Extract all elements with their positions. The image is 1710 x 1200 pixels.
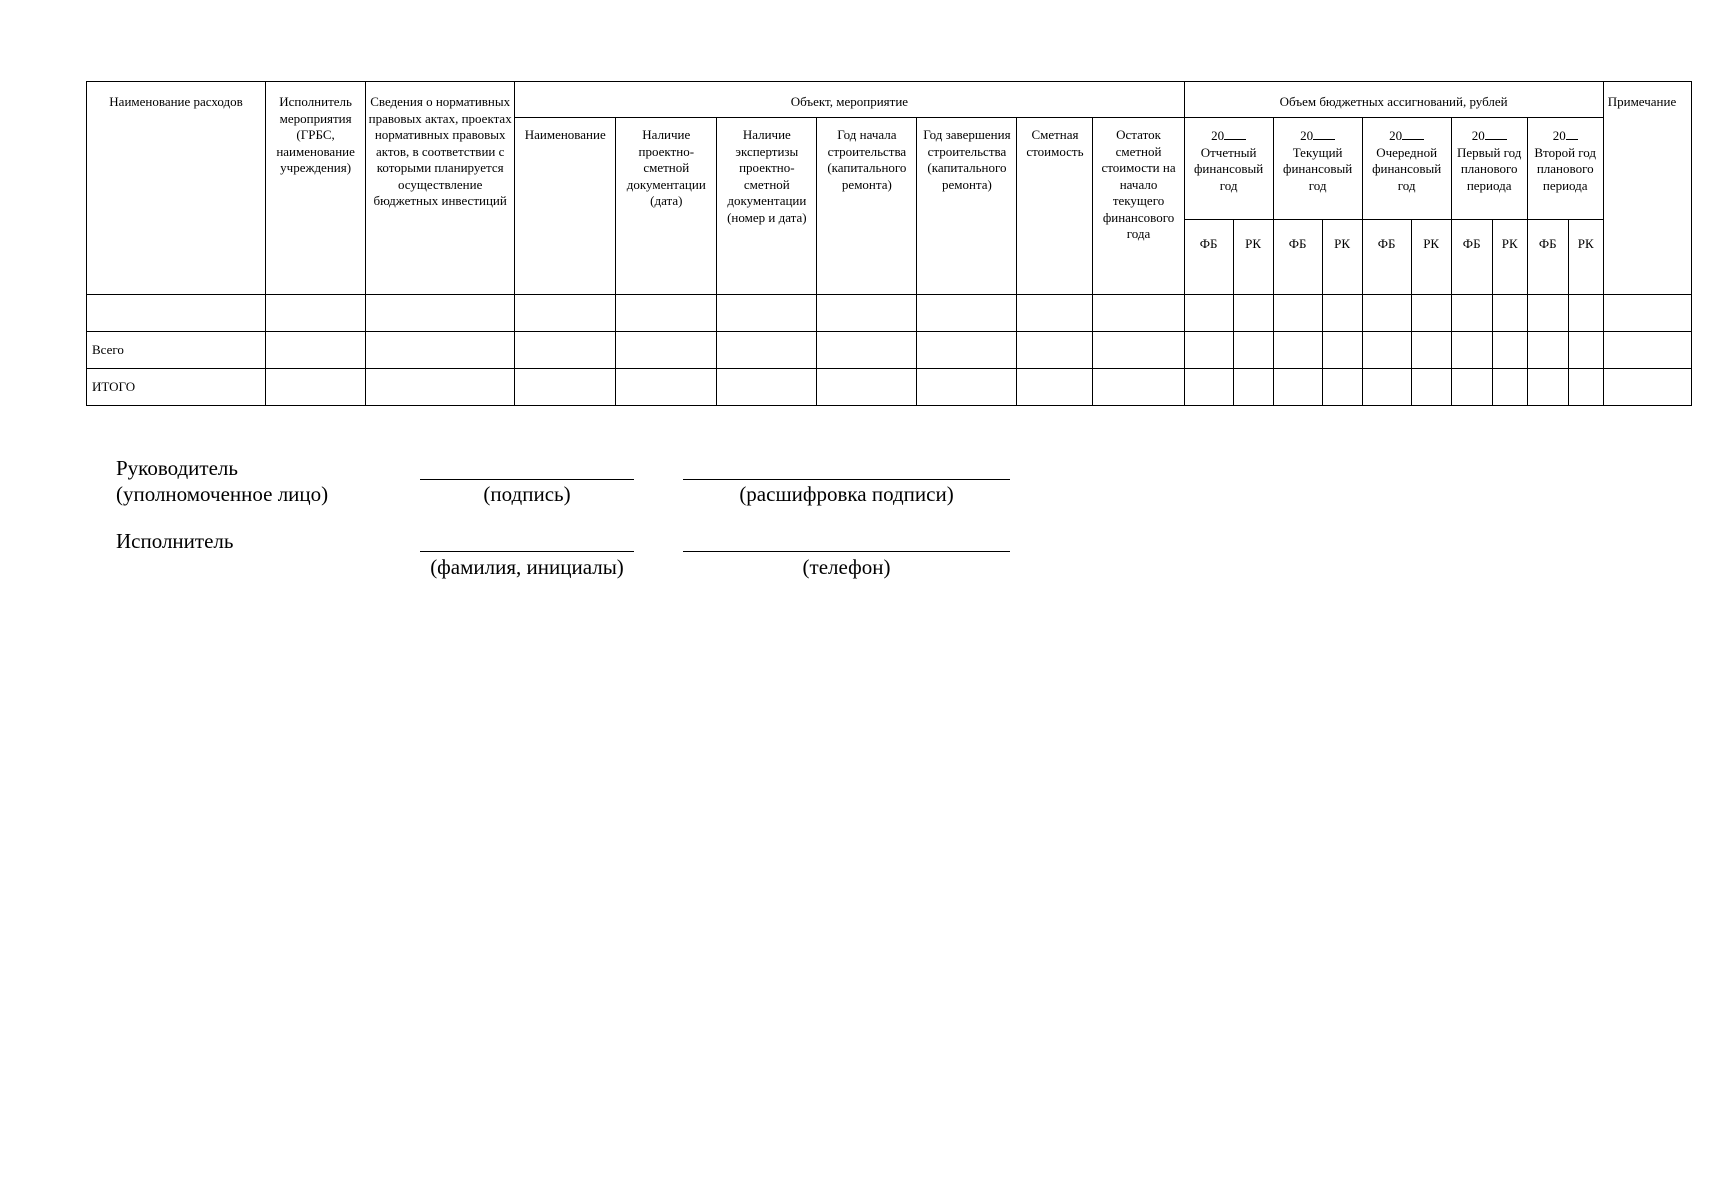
header-object-name: Наименование: [515, 118, 616, 295]
table-cell[interactable]: [1233, 295, 1273, 332]
table-body: [87, 295, 1692, 406]
executor-phone-line[interactable]: [683, 551, 1010, 552]
header-budget-group: Объем бюджетных ассигнований, рублей: [1184, 82, 1603, 118]
header-end-year: Год завершения строительства (капитального ремонта): [917, 118, 1017, 295]
table-cell[interactable]: [366, 369, 515, 406]
row-label-cell[interactable]: ИТОГО: [87, 369, 266, 406]
budget-investment-table: [86, 81, 1692, 406]
table-cell[interactable]: [1411, 332, 1451, 369]
header-year-next: 20 Очередной финансовый год: [1362, 118, 1451, 220]
table-cell[interactable]: [1233, 369, 1273, 406]
table-cell[interactable]: [266, 332, 366, 369]
header-fb: ФБ: [1362, 220, 1411, 295]
head-label: Руководитель: [116, 456, 238, 480]
header-design-docs: Наличие проектно-сметной документации (дата): [616, 118, 717, 295]
year-blank: [1566, 127, 1578, 140]
table-cell[interactable]: [1492, 369, 1527, 406]
table-cell[interactable]: [717, 369, 817, 406]
header-legal-acts: Сведения о нормативных правовых актах, проектах нормативных правовых актов, в соответствии с которыми планируется осуществление бюджетных инвестиций: [366, 82, 515, 295]
table-cell[interactable]: [1362, 369, 1411, 406]
executor-name-line[interactable]: [420, 551, 634, 552]
table-cell[interactable]: [1603, 332, 1691, 369]
header-year-reporting: 20 Отчетный финансовый год: [1184, 118, 1273, 220]
table-cell[interactable]: [366, 332, 515, 369]
table-cell[interactable]: [1527, 295, 1568, 332]
table-cell[interactable]: [266, 295, 366, 332]
table-cell[interactable]: [1603, 295, 1691, 332]
head-label-subtitle: (уполномоченное лицо): [116, 482, 329, 506]
executor-label: Исполнитель: [116, 529, 234, 553]
header-rk: РК: [1411, 220, 1451, 295]
header-estimated-cost: Сметная стоимость: [1017, 118, 1093, 295]
row-label-cell[interactable]: [87, 295, 266, 332]
table-cell[interactable]: [1017, 369, 1093, 406]
table-cell[interactable]: [1411, 369, 1451, 406]
table-cell[interactable]: [1093, 369, 1184, 406]
header-rk: РК: [1492, 220, 1527, 295]
signature-decoding-line[interactable]: [683, 479, 1010, 480]
header-rk: РК: [1568, 220, 1603, 295]
table-cell[interactable]: [515, 369, 616, 406]
table-cell[interactable]: [917, 295, 1017, 332]
table-cell[interactable]: [917, 332, 1017, 369]
table-cell[interactable]: [1233, 332, 1273, 369]
header-fb: ФБ: [1451, 220, 1492, 295]
table-cell[interactable]: [1273, 369, 1322, 406]
signature-decoding-caption: (расшифровка подписи): [739, 482, 954, 506]
table-cell[interactable]: [1411, 295, 1451, 332]
header-year-plan-2: 20 Второй год планового периода: [1527, 118, 1603, 220]
table-row: [87, 295, 1692, 332]
row-label-cell[interactable]: Всего: [87, 332, 266, 369]
table-cell[interactable]: [1492, 295, 1527, 332]
table-cell[interactable]: [1184, 369, 1233, 406]
table-cell[interactable]: [817, 295, 917, 332]
header-object-group: Объект, мероприятие: [515, 82, 1184, 118]
header-remaining-cost: Остаток сметной стоимости на начало текущего финансового года: [1093, 118, 1184, 295]
table-cell[interactable]: [1017, 295, 1093, 332]
table-cell[interactable]: [616, 295, 717, 332]
table-cell[interactable]: [366, 295, 515, 332]
executor-name-caption: (фамилия, инициалы): [430, 555, 624, 579]
year-blank: [1402, 127, 1424, 140]
header-executor: Исполнитель мероприятия (ГРБС, наименование учреждения): [266, 82, 366, 295]
header-fb: ФБ: [1527, 220, 1568, 295]
header-fb: ФБ: [1184, 220, 1233, 295]
header-year-current: 20 Текущий финансовый год: [1273, 118, 1362, 220]
header-rk: РК: [1233, 220, 1273, 295]
table-row: [87, 369, 1692, 406]
table-cell[interactable]: [616, 332, 717, 369]
table-cell[interactable]: [1273, 332, 1322, 369]
table-cell[interactable]: [1451, 332, 1492, 369]
table-cell[interactable]: [1322, 295, 1362, 332]
table-row: [87, 332, 1692, 369]
table-cell[interactable]: [817, 332, 917, 369]
table-cell[interactable]: [917, 369, 1017, 406]
table-cell[interactable]: [1527, 369, 1568, 406]
table-cell[interactable]: [515, 295, 616, 332]
table-cell[interactable]: [1527, 332, 1568, 369]
executor-phone-caption: (телефон): [802, 555, 891, 579]
year-blank: [1485, 127, 1507, 140]
table-cell[interactable]: [1017, 332, 1093, 369]
header-note: Примечание: [1603, 82, 1691, 295]
table-cell[interactable]: [1093, 295, 1184, 332]
table-cell[interactable]: [1322, 369, 1362, 406]
table-cell[interactable]: [515, 332, 616, 369]
year-blank: [1313, 127, 1335, 140]
table-cell[interactable]: [1568, 332, 1603, 369]
table-cell[interactable]: [1184, 295, 1233, 332]
table-cell[interactable]: [1362, 332, 1411, 369]
header-rk: РК: [1322, 220, 1362, 295]
table-cell[interactable]: [1492, 332, 1527, 369]
table-cell[interactable]: [1273, 295, 1322, 332]
table-cell[interactable]: [1362, 295, 1411, 332]
table-cell[interactable]: [616, 369, 717, 406]
header-fb: ФБ: [1273, 220, 1322, 295]
table-cell[interactable]: [1451, 295, 1492, 332]
table-cell[interactable]: [1603, 369, 1691, 406]
table-cell[interactable]: [1451, 369, 1492, 406]
table-cell[interactable]: [717, 295, 817, 332]
table-cell[interactable]: [717, 332, 817, 369]
header-year-plan-1: 20 Первый год планового периода: [1451, 118, 1527, 220]
table-cell[interactable]: [1184, 332, 1233, 369]
table-cell[interactable]: [266, 369, 366, 406]
table-cell[interactable]: [817, 369, 917, 406]
table-cell[interactable]: [1568, 295, 1603, 332]
header-expertise: Наличие экспертизы проектно-сметной документации (номер и дата): [717, 118, 817, 295]
table-cell[interactable]: [1093, 332, 1184, 369]
header-start-year: Год начала строительства (капитального ремонта): [817, 118, 917, 295]
header-expense-name: Наименование расходов: [87, 82, 266, 295]
signature-line[interactable]: [420, 479, 634, 480]
year-blank: [1224, 127, 1246, 140]
signature-caption: (подпись): [483, 482, 571, 506]
table-cell[interactable]: [1322, 332, 1362, 369]
table-cell[interactable]: [1568, 369, 1603, 406]
